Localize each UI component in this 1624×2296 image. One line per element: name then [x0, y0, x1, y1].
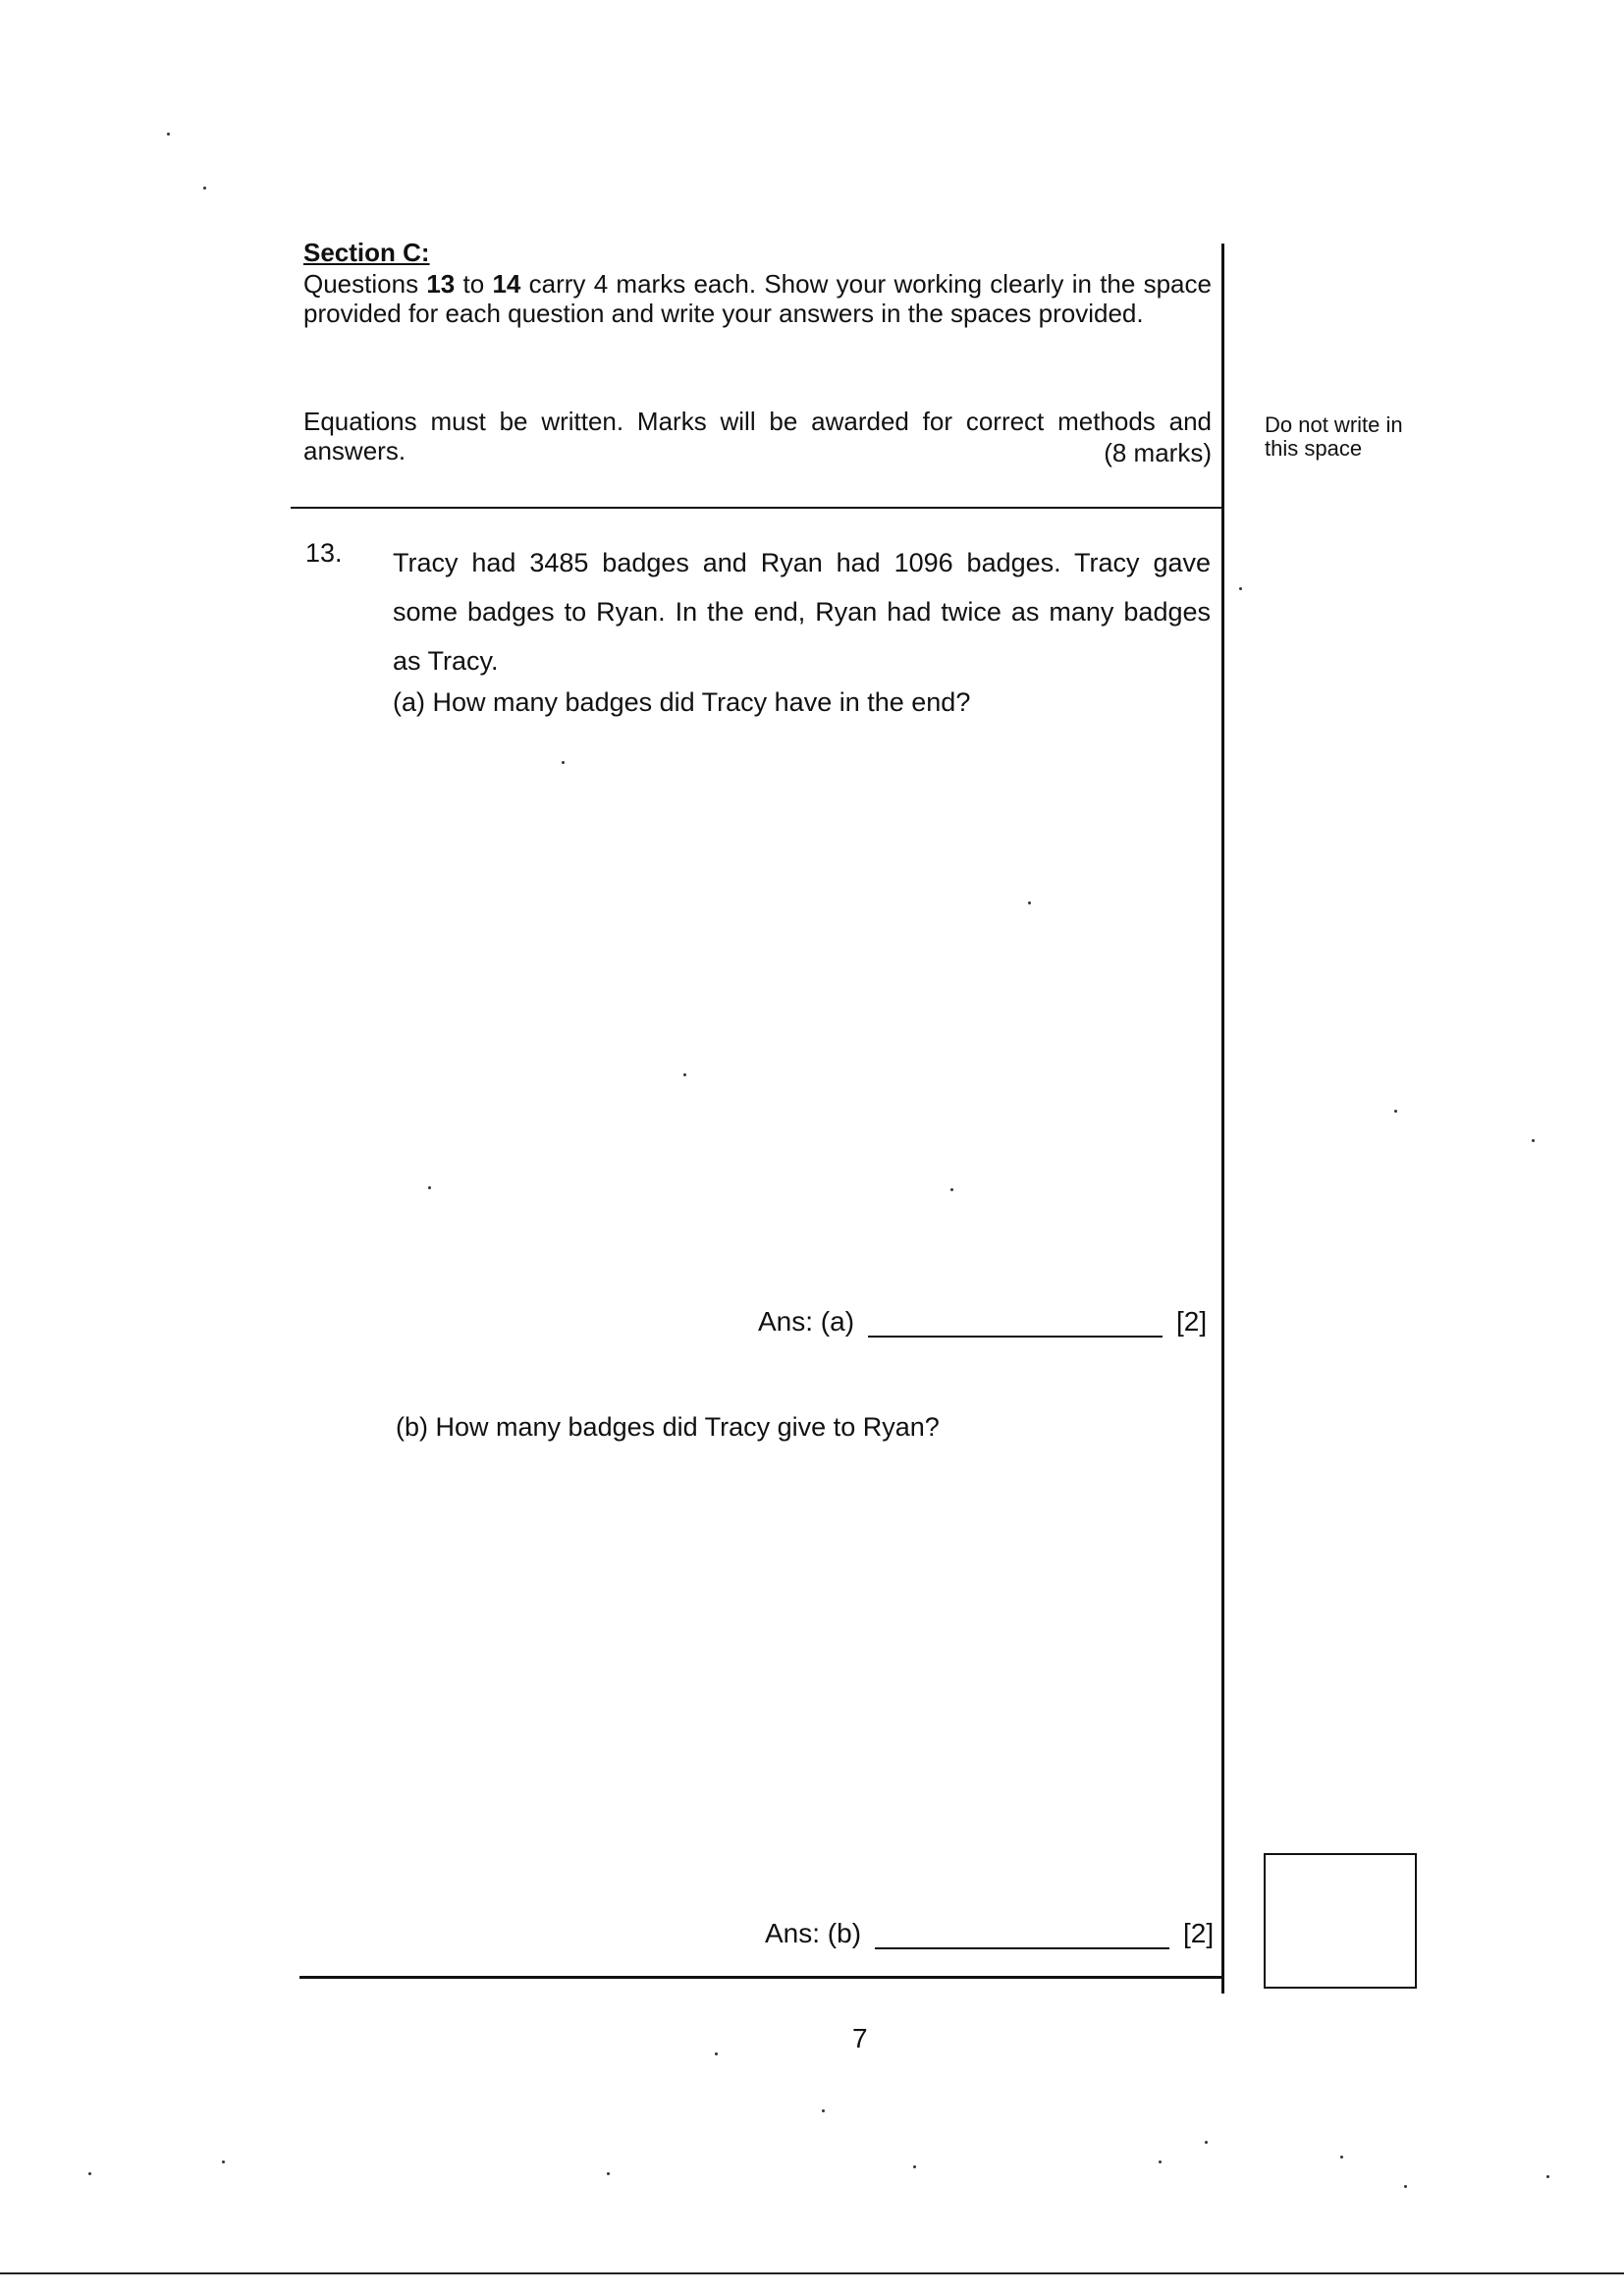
margin-rule: [1221, 244, 1224, 1994]
answer-b-label: Ans: (b): [765, 1918, 862, 1948]
answer-b-blank[interactable]: [875, 1926, 1169, 1949]
margin-note: Do not write in this space: [1265, 412, 1403, 461]
section-total-marks: (8 marks): [1104, 438, 1212, 467]
instructions-text: Questions: [303, 269, 427, 299]
question-range-start: 13: [426, 269, 456, 299]
question-range-end: 14: [492, 269, 521, 299]
equations-note: Equations must be written. Marks will be awarded for correct methods and answers.: [303, 407, 1212, 465]
answer-b-marks: [2]: [1183, 1918, 1215, 1948]
section-divider: [291, 507, 1221, 509]
question-text: Tracy had 3485 badges and Ryan had 1096 badges. Tracy gave some badges to Ryan. In the end, Ryan had twice as many badges as Tracy.: [393, 548, 1211, 676]
instructions-text: carry 4 marks each. Show your working clearly in the space provided for each question and write your answers in the spaces provided.: [303, 269, 1212, 328]
answer-a-label: Ans: (a): [758, 1306, 855, 1337]
page-number: 7: [852, 2023, 868, 2053]
question-part-b: (b) How many badges did Tracy give to Ryan?: [396, 1412, 940, 1442]
question-bottom-rule: [299, 1976, 1222, 1979]
marks-box[interactable]: [1264, 1853, 1417, 1989]
question-number: 13.: [305, 538, 343, 568]
question-part-a: (a) How many badges did Tracy have in the end?: [393, 687, 971, 717]
answer-a-marks: [2]: [1176, 1306, 1208, 1337]
section-title: Section C:: [303, 238, 430, 267]
answer-a-row: [758, 1306, 1207, 1338]
section-instructions: [303, 269, 1212, 328]
instructions-text: to: [455, 269, 493, 299]
answer-a-blank[interactable]: [868, 1314, 1163, 1338]
page-bottom-rule: [0, 2272, 1624, 2274]
answer-b-row: [765, 1918, 1214, 1949]
